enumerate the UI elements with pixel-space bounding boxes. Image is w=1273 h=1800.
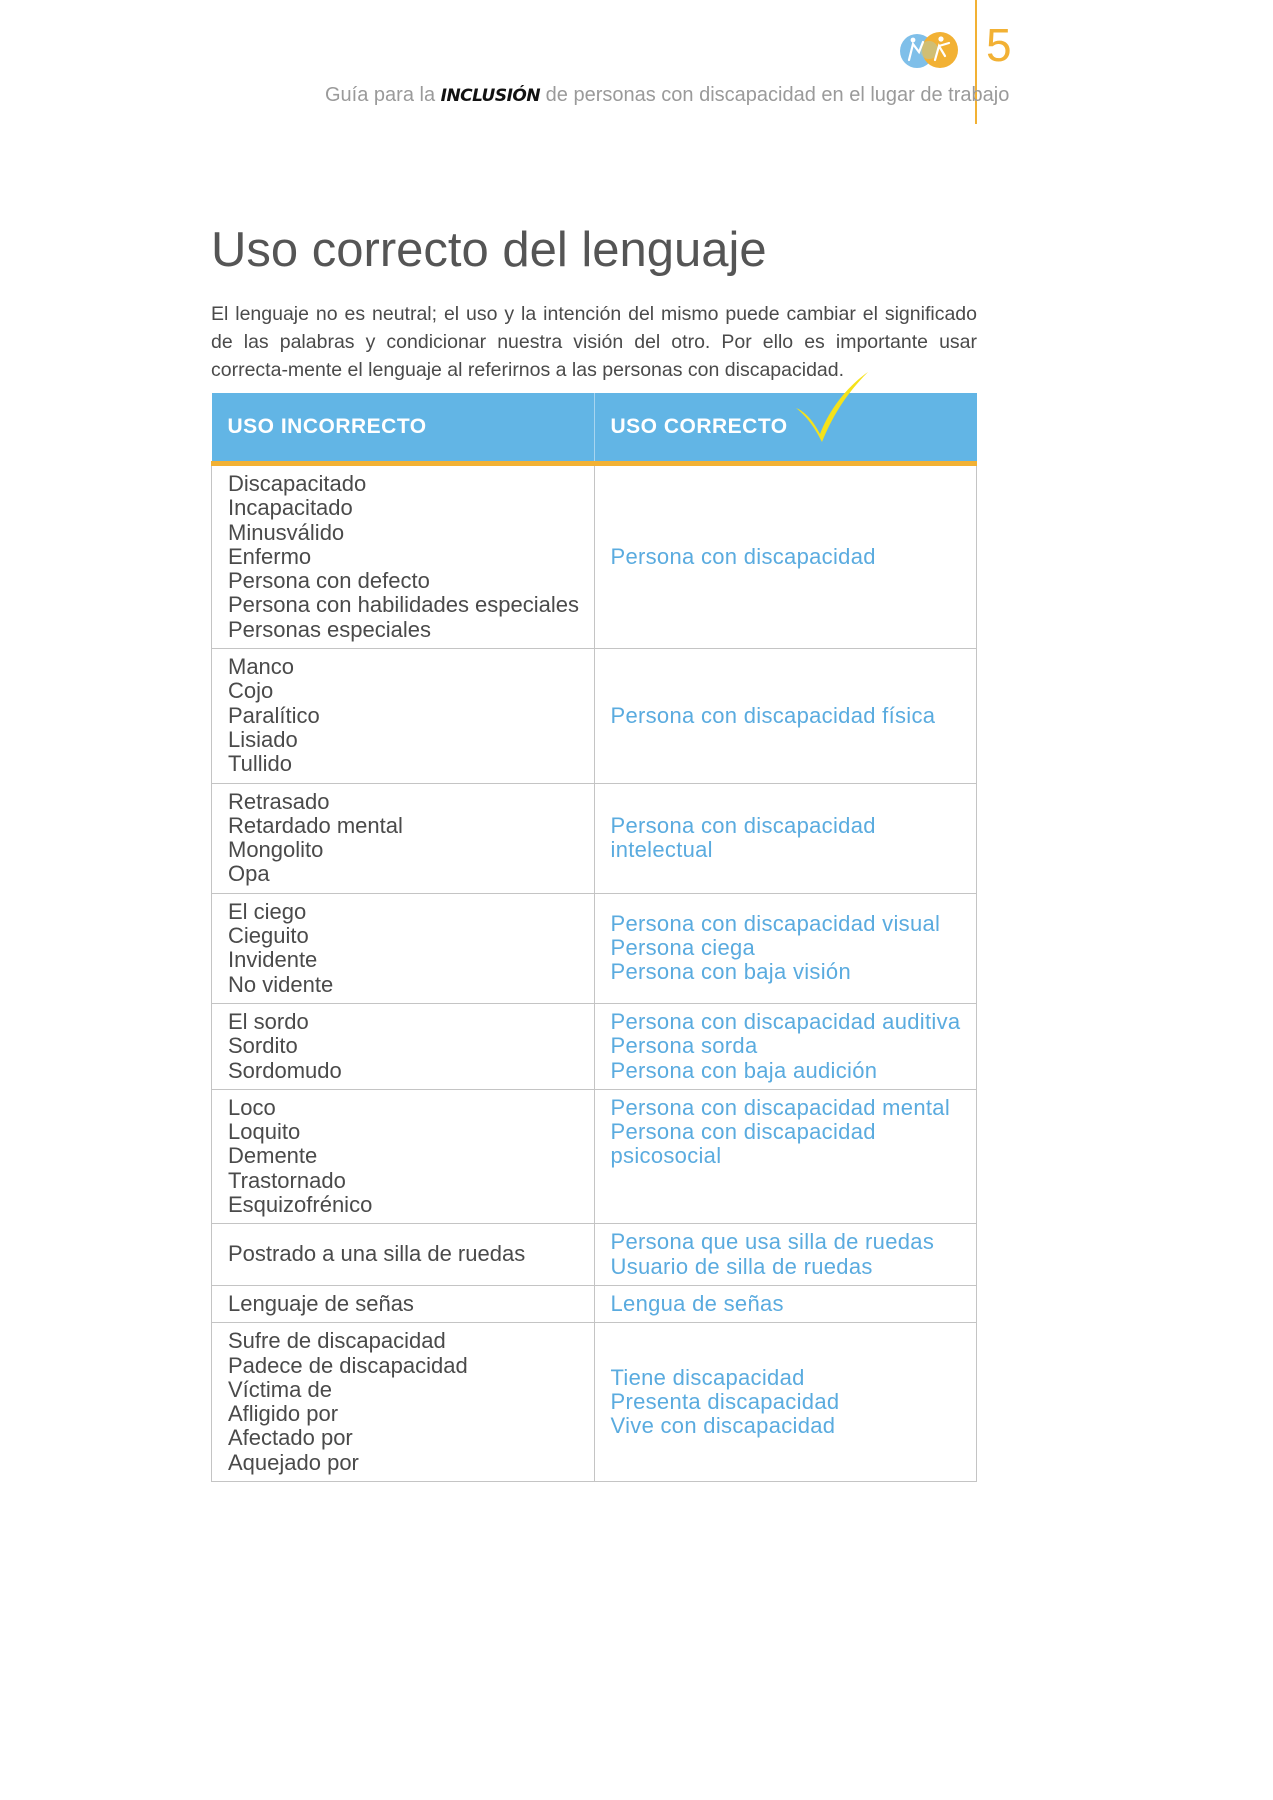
incorrect-usage-cell xyxy=(212,464,595,649)
incorrect-term: Afectado por xyxy=(228,1425,353,1451)
running-header-suffix: de personas con discapacidad en el lugar de trabajo xyxy=(540,84,1010,106)
correct-term: Persona con discapacidad xyxy=(610,812,876,838)
correct-usage-cell xyxy=(594,464,977,649)
incorrect-usage-cell xyxy=(212,1285,595,1322)
incorrect-usage-cell xyxy=(212,1089,595,1223)
incorrect-term: Sufre de discapacidad xyxy=(228,1328,446,1354)
correct-term: Persona con discapacidad xyxy=(610,543,876,569)
correct-usage-cell xyxy=(594,893,977,1003)
page-title: Uso correcto del lenguaje xyxy=(211,223,767,277)
table-row xyxy=(212,1323,977,1482)
correct-term: Presenta discapacidad xyxy=(610,1388,840,1414)
incorrect-term: Cojo xyxy=(228,678,274,704)
table-row xyxy=(212,1089,977,1223)
incorrect-term: Afligido por xyxy=(228,1401,339,1427)
correct-term: Persona con discapacidad física xyxy=(610,702,936,728)
table-row xyxy=(212,893,977,1003)
correct-term: Vive con discapacidad xyxy=(610,1413,836,1439)
correct-usage-cell xyxy=(594,1285,977,1322)
correct-usage-cell xyxy=(594,1089,977,1223)
correct-term: intelectual xyxy=(610,837,713,863)
running-header xyxy=(325,84,1010,107)
correct-usage-cell xyxy=(594,1003,977,1089)
incorrect-term: Retrasado xyxy=(228,788,330,814)
incorrect-term: Personas especiales xyxy=(228,616,432,642)
correct-term: Persona con discapacidad mental xyxy=(610,1094,951,1120)
correct-term: psicosocial xyxy=(610,1143,722,1169)
incorrect-term: El sordo xyxy=(228,1008,309,1034)
incorrect-term: Invidente xyxy=(228,947,318,973)
incorrect-term: Loquito xyxy=(228,1119,301,1145)
correct-term: Persona ciega xyxy=(610,935,756,961)
incorrect-usage-cell xyxy=(212,649,595,783)
correct-usage-cell xyxy=(594,649,977,783)
incorrect-term: Padece de discapacidad xyxy=(228,1352,468,1378)
incorrect-term: Paralítico xyxy=(228,702,320,728)
correct-term: Persona con baja visión xyxy=(610,959,851,985)
incorrect-term: Incapacitado xyxy=(228,495,353,521)
correct-term: Persona que usa silla de ruedas xyxy=(610,1229,935,1255)
correct-term: Persona sorda xyxy=(610,1033,758,1059)
running-header-highlight: INCLUSIÓN xyxy=(440,86,541,106)
table-row xyxy=(212,649,977,783)
incorrect-term: Postrado a una silla de ruedas xyxy=(228,1241,526,1267)
running-header-prefix: Guía para la xyxy=(325,84,441,106)
header-incorrect: USO INCORRECTO xyxy=(212,393,595,464)
incorrect-term: Loco xyxy=(228,1094,276,1120)
incorrect-term: Esquizofrénico xyxy=(228,1192,373,1218)
correct-term: Persona con discapacidad xyxy=(610,1119,876,1145)
incorrect-term: Sordomudo xyxy=(228,1057,342,1083)
incorrect-term: Mongolito xyxy=(228,837,324,863)
correct-usage-cell xyxy=(594,783,977,893)
incorrect-term: Sordito xyxy=(228,1033,298,1059)
incorrect-term: Minusválido xyxy=(228,519,345,545)
correct-term: Persona con discapacidad auditiva xyxy=(610,1008,961,1034)
people-logo-icon xyxy=(897,30,961,70)
incorrect-usage-cell xyxy=(212,1323,595,1482)
incorrect-term: Lenguaje de señas xyxy=(228,1290,414,1316)
header-correct: USO CORRECTO xyxy=(594,393,977,464)
incorrect-term: Cieguito xyxy=(228,923,309,949)
incorrect-usage-cell xyxy=(212,783,595,893)
incorrect-term: Demente xyxy=(228,1143,318,1169)
incorrect-term: No vidente xyxy=(228,971,334,997)
correct-term: Persona con baja audición xyxy=(610,1057,878,1083)
table-row xyxy=(212,1224,977,1286)
incorrect-term: Lisiado xyxy=(228,726,298,752)
incorrect-term: Trastornado xyxy=(228,1167,346,1193)
incorrect-term: Discapacitado xyxy=(228,471,367,496)
correct-term: Usuario de silla de ruedas xyxy=(610,1253,873,1279)
incorrect-term: Manco xyxy=(228,654,295,680)
incorrect-usage-cell xyxy=(212,893,595,1003)
incorrect-term: Aquejado por xyxy=(228,1449,359,1475)
table-row xyxy=(212,1003,977,1089)
correct-term: Persona con discapacidad visual xyxy=(610,910,941,936)
table-row xyxy=(212,1285,977,1322)
table-body xyxy=(212,464,977,1482)
table-row xyxy=(212,783,977,893)
language-usage-table xyxy=(211,393,977,1482)
correct-term: Lengua de señas xyxy=(610,1290,784,1316)
table-row xyxy=(212,464,977,649)
incorrect-term: El ciego xyxy=(228,898,307,924)
incorrect-term: Persona con defecto xyxy=(228,568,430,594)
correct-term: Tiene discapacidad xyxy=(610,1364,805,1390)
incorrect-term: Opa xyxy=(228,861,270,887)
incorrect-term: Víctima de xyxy=(228,1376,332,1402)
page-number: 5 xyxy=(986,19,1012,71)
correct-usage-cell xyxy=(594,1323,977,1482)
incorrect-usage-cell xyxy=(212,1224,595,1286)
incorrect-usage-cell xyxy=(212,1003,595,1089)
checkmark-icon xyxy=(790,368,872,448)
incorrect-term: Tullido xyxy=(228,751,292,777)
incorrect-term: Enfermo xyxy=(228,543,312,569)
intro-paragraph: El lenguaje no es neutral; el uso y la intención del mismo puede cambiar el significado de las palabras y condicionar nuestra visión del otro. Por ello es importante usar correcta-mente el lenguaje al referirnos a las personas con discapacidad. xyxy=(211,303,977,381)
correct-usage-cell xyxy=(594,1224,977,1286)
incorrect-term: Retardado mental xyxy=(228,812,403,838)
incorrect-term: Persona con habilidades especiales xyxy=(228,592,580,618)
